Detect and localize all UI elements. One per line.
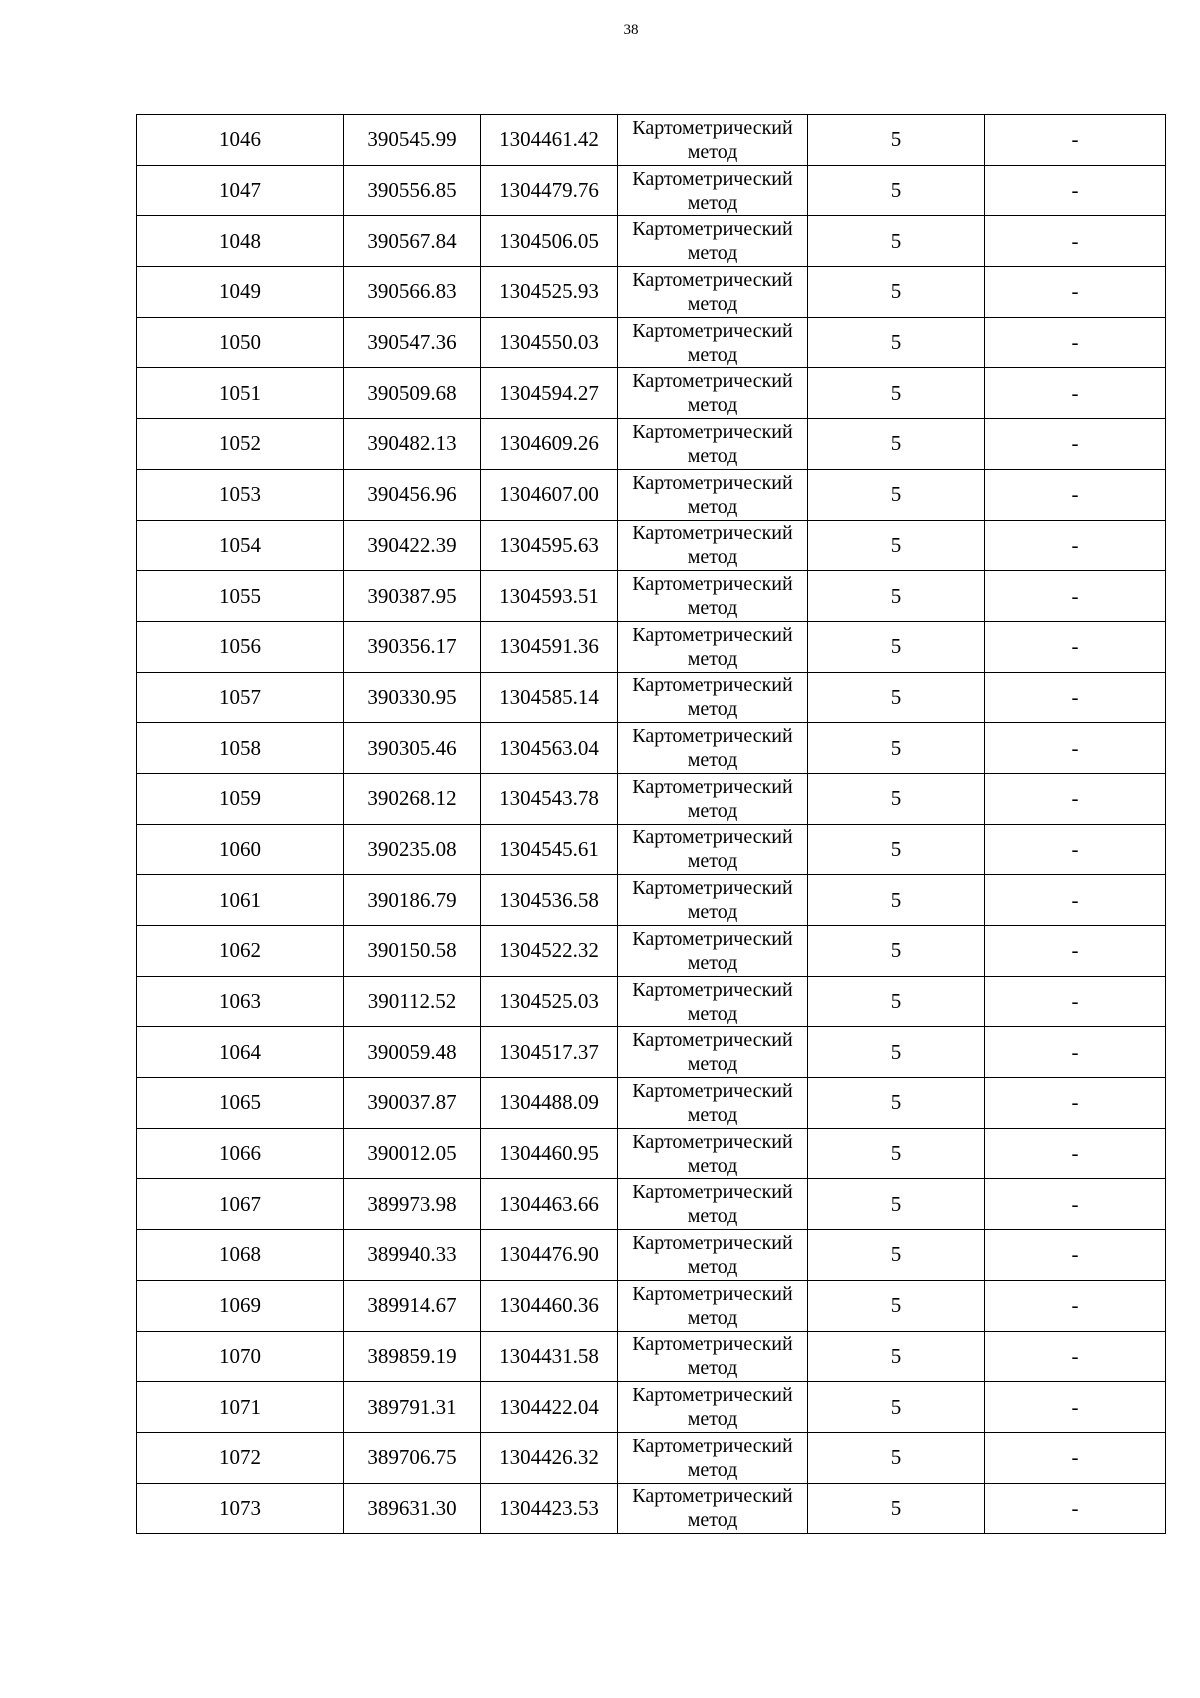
table-row xyxy=(137,1027,1166,1078)
y-coordinate-cell: 1304536.58 xyxy=(481,875,618,926)
method-line-2: метод xyxy=(687,191,738,214)
point-number-cell: 1065 xyxy=(137,1078,344,1129)
x-coordinate-cell: 390150.58 xyxy=(344,926,481,977)
method-cell xyxy=(618,976,808,1027)
method-cell xyxy=(618,1280,808,1331)
table-row xyxy=(137,773,1166,824)
method-line-2: метод xyxy=(687,1255,738,1278)
point-number-cell: 1050 xyxy=(137,317,344,368)
y-coordinate-cell: 1304594.27 xyxy=(481,368,618,419)
note-cell: - xyxy=(985,469,1166,520)
x-coordinate-cell: 390037.87 xyxy=(344,1078,481,1129)
y-coordinate-cell: 1304543.78 xyxy=(481,773,618,824)
y-coordinate-cell: 1304522.32 xyxy=(481,926,618,977)
accuracy-cell: 5 xyxy=(808,1331,985,1382)
method-cell xyxy=(618,824,808,875)
method-cell xyxy=(618,672,808,723)
table-row xyxy=(137,1078,1166,1129)
x-coordinate-cell: 390235.08 xyxy=(344,824,481,875)
point-number-cell: 1060 xyxy=(137,824,344,875)
x-coordinate-cell: 390456.96 xyxy=(344,469,481,520)
table-row xyxy=(137,976,1166,1027)
y-coordinate-cell: 1304479.76 xyxy=(481,165,618,216)
method-line-1: Картометрический xyxy=(632,674,793,697)
note-cell: - xyxy=(985,216,1166,267)
table-row xyxy=(137,520,1166,571)
note-cell: - xyxy=(985,824,1166,875)
method-line-2: метод xyxy=(687,292,738,315)
coordinates-table-body xyxy=(137,115,1166,1534)
accuracy-cell: 5 xyxy=(808,1179,985,1230)
point-number-cell: 1051 xyxy=(137,368,344,419)
method-cell xyxy=(618,1331,808,1382)
y-coordinate-cell: 1304585.14 xyxy=(481,672,618,723)
accuracy-cell: 5 xyxy=(808,115,985,166)
y-coordinate-cell: 1304525.93 xyxy=(481,267,618,318)
method-line-1: Картометрический xyxy=(632,1384,793,1407)
y-coordinate-cell: 1304506.05 xyxy=(481,216,618,267)
y-coordinate-cell: 1304517.37 xyxy=(481,1027,618,1078)
accuracy-cell: 5 xyxy=(808,1078,985,1129)
note-cell: - xyxy=(985,976,1166,1027)
accuracy-cell: 5 xyxy=(808,1432,985,1483)
method-cell xyxy=(618,520,808,571)
accuracy-cell: 5 xyxy=(808,773,985,824)
method-line-1: Картометрический xyxy=(632,877,793,900)
y-coordinate-cell: 1304426.32 xyxy=(481,1432,618,1483)
note-cell: - xyxy=(985,1128,1166,1179)
note-cell: - xyxy=(985,1432,1166,1483)
y-coordinate-cell: 1304525.03 xyxy=(481,976,618,1027)
point-number-cell: 1057 xyxy=(137,672,344,723)
accuracy-cell: 5 xyxy=(808,1027,985,1078)
accuracy-cell: 5 xyxy=(808,317,985,368)
table-row xyxy=(137,723,1166,774)
accuracy-cell: 5 xyxy=(808,1128,985,1179)
table-row xyxy=(137,1483,1166,1534)
method-line-1: Картометрический xyxy=(632,623,793,646)
method-line-1: Картометрический xyxy=(632,471,793,494)
point-number-cell: 1064 xyxy=(137,1027,344,1078)
x-coordinate-cell: 390356.17 xyxy=(344,621,481,672)
method-line-2: метод xyxy=(687,901,738,924)
accuracy-cell: 5 xyxy=(808,824,985,875)
table-row xyxy=(137,216,1166,267)
method-line-1: Картометрический xyxy=(632,319,793,342)
table-row xyxy=(137,672,1166,723)
method-line-1: Картометрический xyxy=(632,1485,793,1508)
method-line-1: Картометрический xyxy=(632,1181,793,1204)
table-row xyxy=(137,621,1166,672)
point-number-cell: 1070 xyxy=(137,1331,344,1382)
method-line-2: метод xyxy=(687,698,738,721)
method-line-2: метод xyxy=(687,951,738,974)
point-number-cell: 1067 xyxy=(137,1179,344,1230)
x-coordinate-cell: 390305.46 xyxy=(344,723,481,774)
y-coordinate-cell: 1304476.90 xyxy=(481,1230,618,1281)
y-coordinate-cell: 1304593.51 xyxy=(481,571,618,622)
note-cell: - xyxy=(985,317,1166,368)
method-line-2: метод xyxy=(687,343,738,366)
method-cell xyxy=(618,165,808,216)
method-cell xyxy=(618,926,808,977)
note-cell: - xyxy=(985,672,1166,723)
x-coordinate-cell: 390567.84 xyxy=(344,216,481,267)
method-cell xyxy=(618,1230,808,1281)
note-cell: - xyxy=(985,571,1166,622)
y-coordinate-cell: 1304460.36 xyxy=(481,1280,618,1331)
method-cell xyxy=(618,1483,808,1534)
table-row xyxy=(137,824,1166,875)
point-number-cell: 1062 xyxy=(137,926,344,977)
note-cell: - xyxy=(985,1483,1166,1534)
accuracy-cell: 5 xyxy=(808,216,985,267)
accuracy-cell: 5 xyxy=(808,267,985,318)
accuracy-cell: 5 xyxy=(808,419,985,470)
method-line-2: метод xyxy=(687,1306,738,1329)
method-cell xyxy=(618,216,808,267)
accuracy-cell: 5 xyxy=(808,1280,985,1331)
method-line-1: Картометрический xyxy=(632,370,793,393)
method-cell xyxy=(618,469,808,520)
method-line-1: Картометрический xyxy=(632,167,793,190)
note-cell: - xyxy=(985,267,1166,318)
note-cell: - xyxy=(985,368,1166,419)
accuracy-cell: 5 xyxy=(808,672,985,723)
x-coordinate-cell: 390556.85 xyxy=(344,165,481,216)
method-line-2: метод xyxy=(687,1205,738,1228)
method-cell xyxy=(618,1432,808,1483)
x-coordinate-cell: 389914.67 xyxy=(344,1280,481,1331)
accuracy-cell: 5 xyxy=(808,723,985,774)
y-coordinate-cell: 1304563.04 xyxy=(481,723,618,774)
method-cell xyxy=(618,1078,808,1129)
note-cell: - xyxy=(985,165,1166,216)
method-cell xyxy=(618,419,808,470)
y-coordinate-cell: 1304463.66 xyxy=(481,1179,618,1230)
note-cell: - xyxy=(985,520,1166,571)
note-cell: - xyxy=(985,1331,1166,1382)
method-line-1: Картометрический xyxy=(632,1029,793,1052)
table-row xyxy=(137,165,1166,216)
y-coordinate-cell: 1304461.42 xyxy=(481,115,618,166)
x-coordinate-cell: 390186.79 xyxy=(344,875,481,926)
method-line-2: метод xyxy=(687,444,738,467)
method-cell xyxy=(618,317,808,368)
method-line-2: метод xyxy=(687,1357,738,1380)
accuracy-cell: 5 xyxy=(808,1483,985,1534)
method-line-2: метод xyxy=(687,1002,738,1025)
y-coordinate-cell: 1304545.61 xyxy=(481,824,618,875)
point-number-cell: 1055 xyxy=(137,571,344,622)
method-line-1: Картометрический xyxy=(632,268,793,291)
point-number-cell: 1063 xyxy=(137,976,344,1027)
x-coordinate-cell: 390059.48 xyxy=(344,1027,481,1078)
method-line-2: метод xyxy=(687,546,738,569)
x-coordinate-cell: 390012.05 xyxy=(344,1128,481,1179)
point-number-cell: 1046 xyxy=(137,115,344,166)
accuracy-cell: 5 xyxy=(808,1230,985,1281)
method-cell xyxy=(618,115,808,166)
method-line-2: метод xyxy=(687,1103,738,1126)
method-cell xyxy=(618,1179,808,1230)
point-number-cell: 1049 xyxy=(137,267,344,318)
method-cell xyxy=(618,368,808,419)
method-line-1: Картометрический xyxy=(632,725,793,748)
method-line-1: Картометрический xyxy=(632,420,793,443)
note-cell: - xyxy=(985,1179,1166,1230)
x-coordinate-cell: 390566.83 xyxy=(344,267,481,318)
y-coordinate-cell: 1304422.04 xyxy=(481,1382,618,1433)
point-number-cell: 1052 xyxy=(137,419,344,470)
method-line-1: Картометрический xyxy=(632,1231,793,1254)
method-line-2: метод xyxy=(687,1154,738,1177)
note-cell: - xyxy=(985,1027,1166,1078)
x-coordinate-cell: 389791.31 xyxy=(344,1382,481,1433)
point-number-cell: 1059 xyxy=(137,773,344,824)
table-row xyxy=(137,1331,1166,1382)
accuracy-cell: 5 xyxy=(808,1382,985,1433)
method-line-1: Картометрический xyxy=(632,1434,793,1457)
x-coordinate-cell: 390547.36 xyxy=(344,317,481,368)
x-coordinate-cell: 390330.95 xyxy=(344,672,481,723)
method-line-1: Картометрический xyxy=(632,218,793,241)
method-line-2: метод xyxy=(687,394,738,417)
table-row xyxy=(137,368,1166,419)
table-row xyxy=(137,1382,1166,1433)
table-row xyxy=(137,1432,1166,1483)
table-row xyxy=(137,926,1166,977)
method-cell xyxy=(618,267,808,318)
table-row xyxy=(137,469,1166,520)
note-cell: - xyxy=(985,875,1166,926)
note-cell: - xyxy=(985,1382,1166,1433)
x-coordinate-cell: 390112.52 xyxy=(344,976,481,1027)
table-row xyxy=(137,267,1166,318)
method-cell xyxy=(618,1382,808,1433)
note-cell: - xyxy=(985,1280,1166,1331)
accuracy-cell: 5 xyxy=(808,571,985,622)
y-coordinate-cell: 1304595.63 xyxy=(481,520,618,571)
x-coordinate-cell: 390545.99 xyxy=(344,115,481,166)
method-line-1: Картометрический xyxy=(632,927,793,950)
method-cell xyxy=(618,875,808,926)
x-coordinate-cell: 390422.39 xyxy=(344,520,481,571)
method-line-2: метод xyxy=(687,597,738,620)
y-coordinate-cell: 1304550.03 xyxy=(481,317,618,368)
point-number-cell: 1061 xyxy=(137,875,344,926)
method-cell xyxy=(618,621,808,672)
note-cell: - xyxy=(985,1230,1166,1281)
y-coordinate-cell: 1304488.09 xyxy=(481,1078,618,1129)
y-coordinate-cell: 1304591.36 xyxy=(481,621,618,672)
point-number-cell: 1054 xyxy=(137,520,344,571)
method-line-2: метод xyxy=(687,1509,738,1532)
coordinates-table xyxy=(136,114,1166,1534)
method-line-2: метод xyxy=(687,140,738,163)
accuracy-cell: 5 xyxy=(808,875,985,926)
table-row xyxy=(137,1230,1166,1281)
table-row xyxy=(137,875,1166,926)
method-line-1: Картометрический xyxy=(632,522,793,545)
method-cell xyxy=(618,571,808,622)
accuracy-cell: 5 xyxy=(808,165,985,216)
method-line-1: Картометрический xyxy=(632,978,793,1001)
note-cell: - xyxy=(985,926,1166,977)
method-cell xyxy=(618,773,808,824)
point-number-cell: 1069 xyxy=(137,1280,344,1331)
table-row xyxy=(137,1280,1166,1331)
method-line-2: метод xyxy=(687,749,738,772)
note-cell: - xyxy=(985,419,1166,470)
table-row xyxy=(137,419,1166,470)
table-row xyxy=(137,1128,1166,1179)
note-cell: - xyxy=(985,773,1166,824)
point-number-cell: 1048 xyxy=(137,216,344,267)
accuracy-cell: 5 xyxy=(808,469,985,520)
method-line-2: метод xyxy=(687,1408,738,1431)
accuracy-cell: 5 xyxy=(808,926,985,977)
method-line-2: метод xyxy=(687,850,738,873)
accuracy-cell: 5 xyxy=(808,621,985,672)
y-coordinate-cell: 1304431.58 xyxy=(481,1331,618,1382)
point-number-cell: 1072 xyxy=(137,1432,344,1483)
point-number-cell: 1056 xyxy=(137,621,344,672)
point-number-cell: 1053 xyxy=(137,469,344,520)
method-line-1: Картометрический xyxy=(632,573,793,596)
x-coordinate-cell: 390482.13 xyxy=(344,419,481,470)
point-number-cell: 1047 xyxy=(137,165,344,216)
method-line-1: Картометрический xyxy=(632,1130,793,1153)
note-cell: - xyxy=(985,1078,1166,1129)
x-coordinate-cell: 390387.95 xyxy=(344,571,481,622)
method-line-1: Картометрический xyxy=(632,826,793,849)
method-cell xyxy=(618,723,808,774)
page-number: 38 xyxy=(623,22,639,38)
x-coordinate-cell: 390268.12 xyxy=(344,773,481,824)
method-line-2: метод xyxy=(687,495,738,518)
method-line-1: Картометрический xyxy=(632,775,793,798)
table-row xyxy=(137,571,1166,622)
x-coordinate-cell: 389706.75 xyxy=(344,1432,481,1483)
note-cell: - xyxy=(985,621,1166,672)
method-line-2: метод xyxy=(687,242,738,265)
method-line-1: Картометрический xyxy=(632,1282,793,1305)
method-line-1: Картометрический xyxy=(632,1079,793,1102)
x-coordinate-cell: 389973.98 xyxy=(344,1179,481,1230)
point-number-cell: 1073 xyxy=(137,1483,344,1534)
note-cell: - xyxy=(985,723,1166,774)
table-row xyxy=(137,115,1166,166)
table-row xyxy=(137,1179,1166,1230)
x-coordinate-cell: 389940.33 xyxy=(344,1230,481,1281)
accuracy-cell: 5 xyxy=(808,976,985,1027)
method-cell xyxy=(618,1128,808,1179)
method-cell xyxy=(618,1027,808,1078)
accuracy-cell: 5 xyxy=(808,520,985,571)
accuracy-cell: 5 xyxy=(808,368,985,419)
method-line-1: Картометрический xyxy=(632,116,793,139)
point-number-cell: 1058 xyxy=(137,723,344,774)
note-cell: - xyxy=(985,115,1166,166)
y-coordinate-cell: 1304460.95 xyxy=(481,1128,618,1179)
x-coordinate-cell: 389859.19 xyxy=(344,1331,481,1382)
method-line-2: метод xyxy=(687,1053,738,1076)
y-coordinate-cell: 1304609.26 xyxy=(481,419,618,470)
x-coordinate-cell: 389631.30 xyxy=(344,1483,481,1534)
method-line-2: метод xyxy=(687,1458,738,1481)
y-coordinate-cell: 1304607.00 xyxy=(481,469,618,520)
point-number-cell: 1066 xyxy=(137,1128,344,1179)
method-line-2: метод xyxy=(687,647,738,670)
point-number-cell: 1068 xyxy=(137,1230,344,1281)
method-line-2: метод xyxy=(687,799,738,822)
x-coordinate-cell: 390509.68 xyxy=(344,368,481,419)
y-coordinate-cell: 1304423.53 xyxy=(481,1483,618,1534)
method-line-1: Картометрический xyxy=(632,1333,793,1356)
point-number-cell: 1071 xyxy=(137,1382,344,1433)
table-row xyxy=(137,317,1166,368)
